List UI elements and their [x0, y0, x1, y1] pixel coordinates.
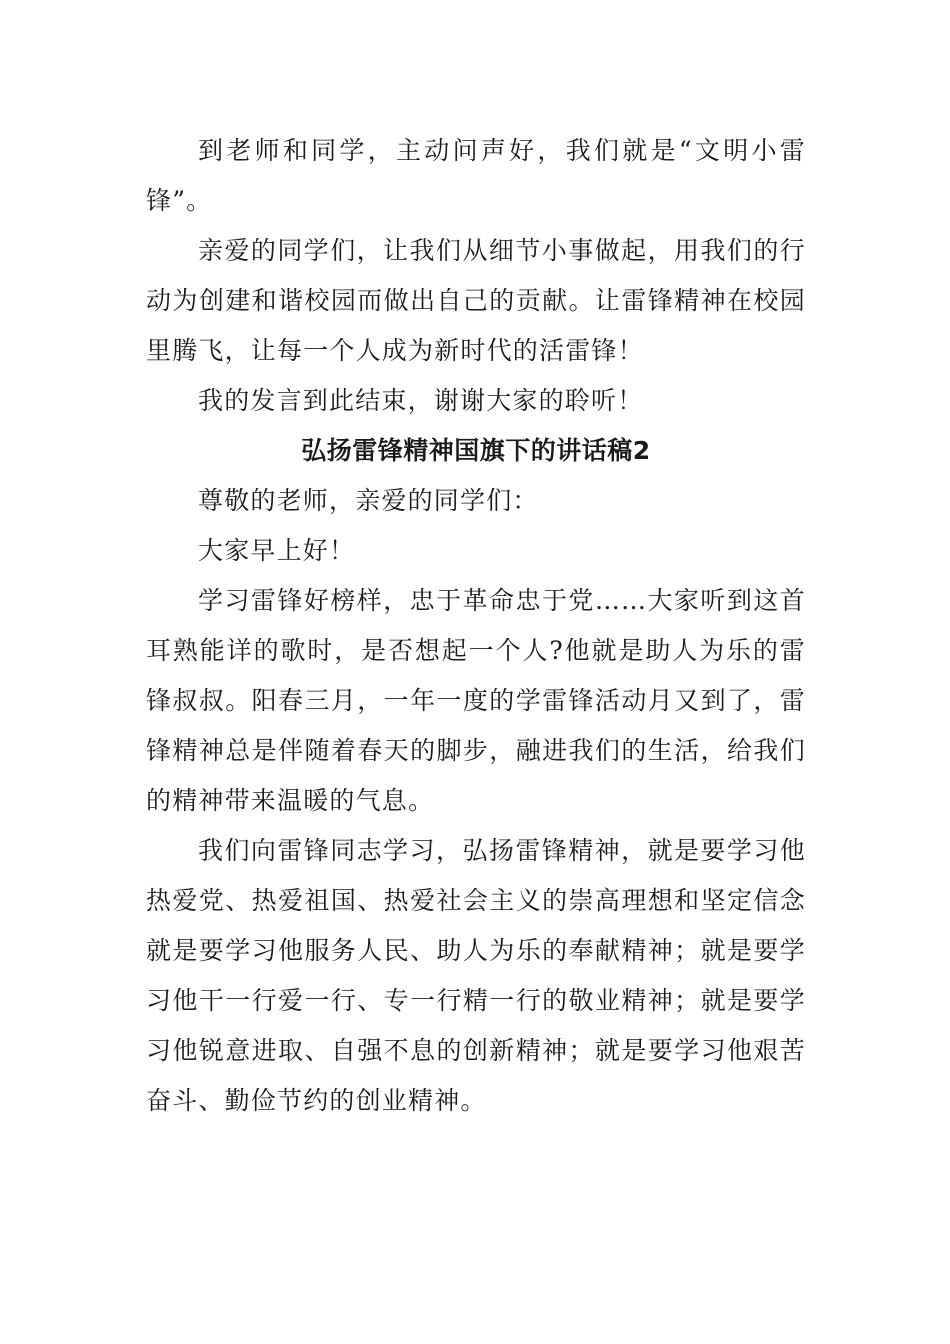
paragraph-speech-end: 我的发言到此结束，谢谢大家的聆听！ — [198, 386, 644, 415]
paragraph-closing-civility: 到老师和同学，主动问声好，我们就是“文明小雷锋”。 — [146, 136, 806, 215]
paragraph-greeting: 大家早上好！ — [198, 536, 356, 565]
paragraph-introduction: 学习雷锋好榜样，忠于革命忠于党……大家听到这首耳熟能详的歌时，是否想起一个人?他就是助人为乐的雷锋叔叔。阳春三月，一年一度的学雷锋活动月又到了，雷锋精神总是伴随着春天的脚步，融进我们的生活，给我们的精神带来温暖的气息。 — [146, 586, 806, 815]
document-page — [146, 126, 806, 1126]
paragraph-learning-spirit: 我们向雷锋同志学习，弘扬雷锋精神，就是要学习他热爱党、热爱祖国、热爱社会主义的崇高理想和坚定信念就是要学习他服务人民、助人为乐的奉献精神；就是要学习他干一行爱一行、专一行精一行的敬业精神；就是要学习他锐意进取、自强不息的创新精神；就是要学习他艰苦奋斗、勤俭节约的创业精神。 — [146, 836, 806, 1115]
speech-title: 弘扬雷锋精神国旗下的讲话稿2 — [301, 436, 651, 465]
paragraph-call-to-action: 亲爱的同学们，让我们从细节小事做起，用我们的行动为创建和谐校园而做出自己的贡献。让雷锋精神在校园里腾飞，让每一个人成为新时代的活雷锋！ — [146, 236, 806, 365]
paragraph-salutation: 尊敬的老师，亲爱的同学们： — [198, 486, 539, 515]
